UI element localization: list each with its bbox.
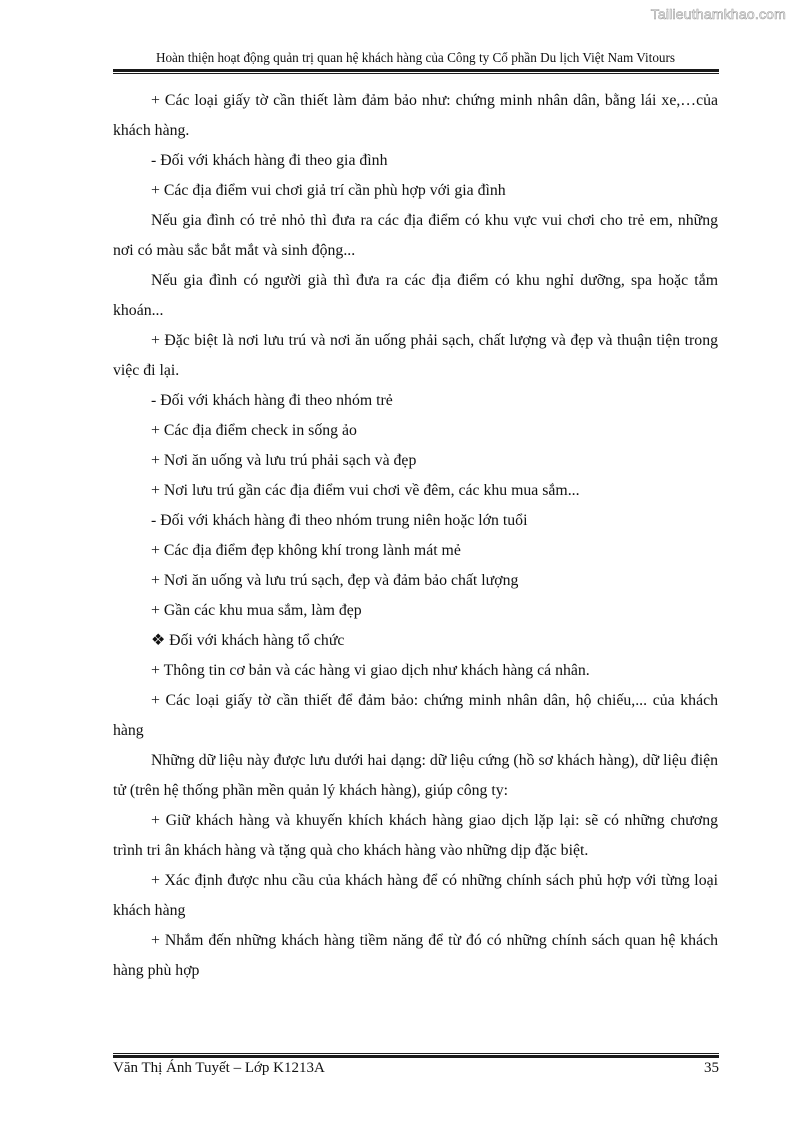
watermark: Tailieuthamkhao.com [650, 6, 786, 22]
page-footer [113, 1060, 719, 1077]
footer-author: Văn Thị Ánh Tuyết – Lớp K1213A [113, 1060, 325, 1076]
paragraph: - Đối với khách hàng đi theo nhóm trẻ [151, 392, 393, 409]
paragraph: + Các địa điểm check in sống ảo [151, 422, 357, 439]
paragraph: + Đặc biệt là nơi lưu trú và nơi ăn uống phải sạch, chất lượng và đẹp và thuận tiện trong việc đi lại. [113, 332, 718, 379]
paragraph: + Các địa điểm vui chơi giả trí cần phù hợp với gia đình [151, 182, 506, 199]
paragraph: + Nơi ăn uống và lưu trú sạch, đẹp và đảm bảo chất lượng [151, 572, 519, 589]
header-rule [113, 69, 719, 74]
paragraph: + Gần các khu mua sắm, làm đẹp [151, 602, 362, 619]
paragraph: + Thông tin cơ bản và các hàng vi giao dịch như khách hàng cá nhân. [151, 662, 590, 679]
section-heading: ❖ Đối với khách hàng tổ chức [151, 632, 345, 649]
paragraph: Nếu gia đình có người già thì đưa ra các địa điểm có khu nghỉ dưỡng, spa hoặc tắm khoán... [113, 272, 718, 319]
paragraph: + Nơi ăn uống và lưu trú phải sạch và đẹp [151, 452, 417, 469]
paragraph: - Đối với khách hàng đi theo gia đình [151, 152, 388, 169]
paragraph: + Nhắm đến những khách hàng tiềm năng để từ đó có những chính sách quan hệ khách hàng phù hợp [113, 932, 718, 979]
paragraph: + Nơi lưu trú gần các địa điểm vui chơi về đêm, các khu mua sắm... [151, 482, 580, 499]
paragraph: + Xác định được nhu cầu của khách hàng để có những chính sách phủ hợp với từng loại khách hàng [113, 872, 718, 919]
footer-rule [113, 1053, 719, 1058]
document-body [113, 86, 718, 986]
paragraph: + Các loại giấy tờ cần thiết làm đảm bảo như: chứng minh nhân dân, bằng lái xe,…của khách hàng. [113, 92, 718, 139]
page-number: 35 [704, 1060, 719, 1076]
paragraph: + Giữ khách hàng và khuyến khích khách hàng giao dịch lặp lại: sẽ có những chương trình tri ân khách hàng và tặng quà cho khách hàng vào những dịp đặc biệt. [113, 812, 718, 859]
paragraph: Nếu gia đình có trẻ nhỏ thì đưa ra các địa điểm có khu vực vui chơi cho trẻ em, những nơi có màu sắc bắt mắt và sinh động... [113, 212, 718, 259]
paragraph: - Đối với khách hàng đi theo nhóm trung niên hoặc lớn tuổi [151, 512, 528, 529]
paragraph: + Các địa điểm đẹp không khí trong lành mát mẻ [151, 542, 461, 559]
paragraph: + Các loại giấy tờ cần thiết để đảm bảo: chứng minh nhân dân, hộ chiếu,... của khách hàng [113, 692, 718, 739]
running-header: Hoàn thiện hoạt động quản trị quan hệ khách hàng của Công ty Cổ phần Du lịch Việt Nam Vitours [155, 50, 676, 65]
paragraph: Những dữ liệu này được lưu dưới hai dạng: dữ liệu cứng (hồ sơ khách hàng), dữ liệu điện tử (trên hệ thống phần mền quản lý khách hàng), giúp công ty: [113, 752, 718, 799]
